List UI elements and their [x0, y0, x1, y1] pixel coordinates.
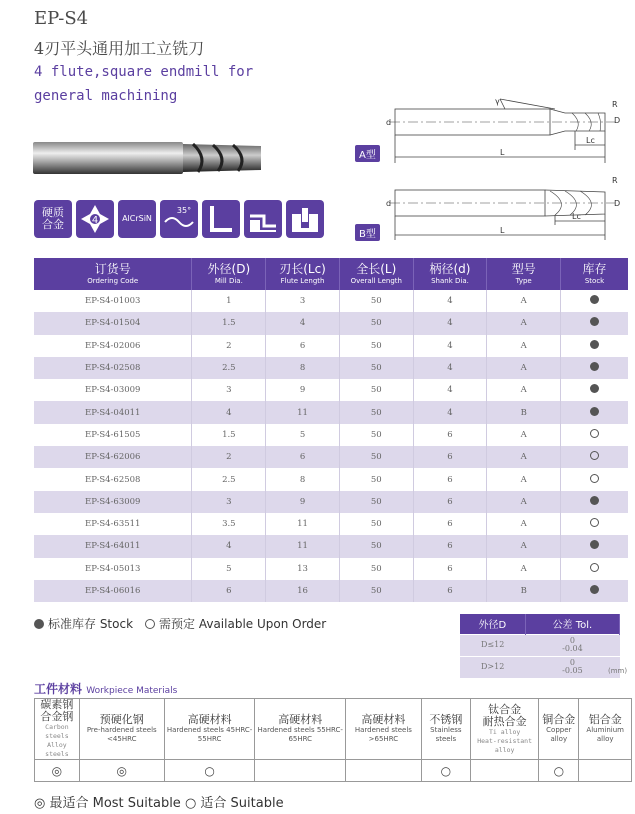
cell-code: EP-S4-64011: [34, 535, 192, 557]
material-name-en: Heat-resistant alloy: [477, 736, 533, 754]
cell-code: EP-S4-04011: [34, 401, 192, 423]
side-milling-icon: [244, 200, 282, 238]
cell-l: 50: [339, 535, 413, 557]
cell-lc: 11: [266, 401, 340, 423]
cell-code: EP-S4-02508: [34, 357, 192, 379]
material-name-en: Hardened steels >65HRC: [354, 726, 412, 743]
cell-lc: 16: [266, 580, 340, 602]
material-name: 高硬材料: [361, 713, 406, 726]
cell-stock: [561, 580, 628, 602]
product-code: EP-S4: [34, 8, 89, 29]
material-name: 耐热合金: [482, 714, 527, 728]
cell-d: 6: [192, 580, 266, 602]
table-row: [34, 513, 628, 535]
svg-text:Lc: Lc: [572, 212, 581, 221]
cell-code: EP-S4-02006: [34, 335, 192, 357]
table-row: [34, 290, 628, 312]
cell-stock: [561, 312, 628, 334]
table-header: 型号 Type: [487, 258, 561, 290]
cell-stock: [561, 335, 628, 357]
material-name: 铜合金: [542, 713, 576, 726]
workpiece-title: 工件材料 Workpiece Materials: [34, 682, 178, 696]
cell-l: 50: [339, 379, 413, 401]
cell-type: A: [487, 424, 561, 446]
cell-type: A: [487, 491, 561, 513]
cell-d: 4: [413, 401, 487, 423]
material-name-en: Carbon steels: [45, 723, 69, 740]
material-name-en: Hardened steels 45HRC-55HRC: [166, 726, 253, 743]
table-header: 外径(D) Mill Dia.: [192, 258, 266, 290]
table-row: [34, 379, 628, 401]
cell-l: 50: [339, 580, 413, 602]
stock-order-icon: [590, 563, 599, 572]
table-header: 订货号 Ordering Code: [34, 258, 192, 290]
coating-icon: AlCrSiN: [118, 200, 156, 238]
cell-d: 4: [192, 535, 266, 557]
table-row: [34, 535, 628, 557]
material-name-en: Alloy steels: [45, 741, 69, 758]
cell-stock: [561, 424, 628, 446]
cell-d: 3: [192, 491, 266, 513]
table-row: [34, 580, 628, 602]
suitability-cell: [579, 760, 632, 782]
cell-d: 6: [413, 424, 487, 446]
cell-type: A: [487, 379, 561, 401]
cell-d: 1.5: [192, 424, 266, 446]
material-name-en: Pre-hardened steels <45HRC: [86, 726, 157, 743]
cell-lc: 6: [266, 335, 340, 357]
workpiece-header: [35, 699, 80, 760]
suitability-legend: ◎ 最适合 Most Suitable ○ 适合 Suitable: [34, 796, 284, 811]
material-name: 高硬材料: [278, 713, 323, 726]
workpiece-header: [164, 699, 255, 760]
tol-value: 0 -0.05: [525, 656, 619, 678]
material-name: 铝合金: [588, 713, 622, 726]
product-table: [34, 258, 628, 602]
tol-value: 0 -0.04: [525, 634, 619, 656]
svg-text:R: R: [612, 176, 618, 185]
table-row: [34, 424, 628, 446]
stock-order-icon: [145, 619, 155, 629]
cell-d: 6: [413, 580, 487, 602]
tool-drawing: [350, 95, 630, 245]
material-name: 合金钢: [40, 710, 74, 723]
stock-order-label: 需预定 Available Upon Order: [159, 617, 327, 631]
cell-stock: [561, 491, 628, 513]
material-name: 钛合金: [488, 702, 522, 716]
cell-d: 2.5: [192, 468, 266, 490]
workpiece-header: [79, 699, 164, 760]
stock-order-icon: [590, 451, 599, 460]
cell-d: 1: [192, 290, 266, 312]
cell-type: A: [487, 357, 561, 379]
suitability-cell: [471, 760, 539, 782]
suitability-cell: [255, 760, 346, 782]
cell-l: 50: [339, 312, 413, 334]
cell-type: A: [487, 312, 561, 334]
cell-l: 50: [339, 335, 413, 357]
cell-l: 50: [339, 290, 413, 312]
stock-standard-label: 标准库存 Stock: [48, 617, 134, 631]
material-name: 高硬材料: [187, 713, 232, 726]
cell-lc: 5: [266, 424, 340, 446]
cell-type: A: [487, 446, 561, 468]
cell-lc: 8: [266, 468, 340, 490]
cell-l: 50: [339, 357, 413, 379]
cell-stock: [561, 446, 628, 468]
cell-code: EP-S4-62508: [34, 468, 192, 490]
material-name: 不锈钢: [429, 713, 463, 726]
stock-full-icon: [590, 540, 599, 549]
table-row: [34, 401, 628, 423]
cell-d: 2: [192, 446, 266, 468]
suitability-cell: ◎: [35, 760, 80, 782]
cell-d: 4: [413, 379, 487, 401]
table-row: [34, 491, 628, 513]
material-name-en: Aluminium alloy: [586, 726, 624, 743]
table-row: [34, 446, 628, 468]
stock-full-icon: [590, 407, 599, 416]
cell-stock: [561, 513, 628, 535]
cell-stock: [561, 379, 628, 401]
workpiece-header: [539, 699, 579, 760]
svg-text:35°: 35°: [176, 206, 192, 215]
stock-full-icon: [590, 340, 599, 349]
material-name: 碳素钢: [40, 698, 74, 711]
cell-d: 5: [192, 558, 266, 580]
workpiece-header: [346, 699, 422, 760]
stock-order-icon: [590, 474, 599, 483]
table-row: [34, 357, 628, 379]
stock-order-icon: [590, 429, 599, 438]
cell-d: 2: [192, 335, 266, 357]
suitability-cell: ○: [539, 760, 579, 782]
cell-type: A: [487, 335, 561, 357]
cell-l: 50: [339, 424, 413, 446]
cell-d: 3: [192, 379, 266, 401]
svg-text:Lc: Lc: [586, 136, 595, 145]
svg-text:L: L: [500, 226, 505, 235]
cell-d: 6: [413, 513, 487, 535]
material-name-en: Copper alloy: [546, 726, 572, 743]
cell-l: 50: [339, 401, 413, 423]
table-row: [34, 468, 628, 490]
cell-lc: 13: [266, 558, 340, 580]
stock-full-icon: [590, 295, 599, 304]
cell-d: 2.5: [192, 357, 266, 379]
cell-code: EP-S4-61505: [34, 424, 192, 446]
cell-l: 50: [339, 558, 413, 580]
carbide-icon: 硬质合金: [34, 200, 72, 238]
stock-legend: [34, 615, 326, 632]
workpiece-header: [255, 699, 346, 760]
cell-d: 1.5: [192, 312, 266, 334]
cell-code: EP-S4-63511: [34, 513, 192, 535]
type-b-tag: B型: [355, 224, 380, 241]
unit-label: (mm): [608, 667, 628, 675]
cell-lc: 9: [266, 379, 340, 401]
cell-stock: [561, 535, 628, 557]
svg-text:D: D: [614, 199, 621, 208]
cell-l: 50: [339, 513, 413, 535]
table-header: 刃长(Lc) Flute Length: [266, 258, 340, 290]
stock-full-icon: [590, 362, 599, 371]
stock-order-icon: [590, 518, 599, 527]
cell-type: A: [487, 468, 561, 490]
cell-code: EP-S4-01003: [34, 290, 192, 312]
workpiece-table: [34, 698, 632, 782]
workpiece-header: [471, 699, 539, 760]
table-row: [34, 558, 628, 580]
cell-d: 4: [413, 357, 487, 379]
table-header: 全长(L) Overall Length: [339, 258, 413, 290]
cell-type: A: [487, 513, 561, 535]
cell-d: 4: [413, 335, 487, 357]
cell-d: 3.5: [192, 513, 266, 535]
svg-text:4: 4: [91, 215, 99, 226]
stock-full-icon: [34, 619, 44, 629]
svg-text:d: d: [386, 118, 392, 127]
cell-l: 50: [339, 468, 413, 490]
table-row: [34, 312, 628, 334]
svg-text:D: D: [614, 116, 621, 125]
cell-d: 4: [413, 312, 487, 334]
cell-code: EP-S4-05013: [34, 558, 192, 580]
cell-stock: [561, 558, 628, 580]
suitability-cell: ◎: [79, 760, 164, 782]
cell-l: 50: [339, 446, 413, 468]
tol-range: D≤12: [460, 634, 525, 656]
four-flute-icon: [76, 200, 114, 238]
cell-code: EP-S4-62006: [34, 446, 192, 468]
cell-lc: 3: [266, 290, 340, 312]
endmill-photo: [33, 140, 263, 176]
material-name: 预硬化钢: [99, 713, 144, 726]
cell-d: 4: [413, 290, 487, 312]
cell-d: 6: [413, 468, 487, 490]
feature-icons: [34, 200, 324, 238]
cell-lc: 4: [266, 312, 340, 334]
svg-text:L: L: [500, 148, 505, 157]
cell-type: A: [487, 290, 561, 312]
cell-type: A: [487, 535, 561, 557]
tol-header-tol: 公差 Tol.: [525, 614, 619, 634]
cell-type: B: [487, 401, 561, 423]
tolerance-table: [460, 614, 620, 678]
cell-d: 4: [192, 401, 266, 423]
tol-range: D>12: [460, 656, 525, 678]
slotting-icon: [286, 200, 324, 238]
cell-type: B: [487, 580, 561, 602]
tol-header-dia: 外径D: [460, 614, 525, 634]
suitability-cell: [346, 760, 422, 782]
cell-lc: 9: [266, 491, 340, 513]
material-name-en: Ti alloy: [488, 727, 521, 736]
workpiece-header: [421, 699, 470, 760]
cell-lc: 11: [266, 535, 340, 557]
cell-lc: 8: [266, 357, 340, 379]
cell-lc: 11: [266, 513, 340, 535]
material-name-en: Stainless steels: [430, 726, 462, 743]
cell-stock: [561, 357, 628, 379]
cell-code: EP-S4-01504: [34, 312, 192, 334]
stock-full-icon: [590, 384, 599, 393]
type-a-tag: A型: [355, 145, 380, 162]
svg-text:R: R: [612, 100, 618, 109]
cell-code: EP-S4-06016: [34, 580, 192, 602]
workpiece-header: [579, 699, 632, 760]
cell-stock: [561, 401, 628, 423]
cell-l: 50: [339, 491, 413, 513]
table-header: 库存 Stock: [561, 258, 628, 290]
square-end-icon: [202, 200, 240, 238]
material-name-en: Hardened steels 55HRC-65HRC: [257, 726, 343, 743]
cell-d: 6: [413, 558, 487, 580]
cell-d: 6: [413, 491, 487, 513]
product-title-cn: 4刃平头通用加工立铣刀: [34, 39, 205, 58]
cell-stock: [561, 290, 628, 312]
stock-full-icon: [590, 585, 599, 594]
svg-text:γ: γ: [495, 97, 500, 106]
svg-text:d: d: [386, 199, 392, 208]
product-title-en: 4 flute,square endmill for general machining: [34, 64, 254, 104]
cell-d: 6: [413, 446, 487, 468]
cell-stock: [561, 468, 628, 490]
cell-code: EP-S4-03009: [34, 379, 192, 401]
suitability-cell: ○: [421, 760, 470, 782]
cell-code: EP-S4-63009: [34, 491, 192, 513]
table-row: [34, 335, 628, 357]
helix-angle-icon: [160, 200, 198, 238]
stock-full-icon: [590, 496, 599, 505]
suitability-cell: ○: [164, 760, 255, 782]
cell-d: 6: [413, 535, 487, 557]
table-header: 柄径(d) Shank Dia.: [413, 258, 487, 290]
cell-lc: 6: [266, 446, 340, 468]
stock-full-icon: [590, 317, 599, 326]
cell-type: A: [487, 558, 561, 580]
